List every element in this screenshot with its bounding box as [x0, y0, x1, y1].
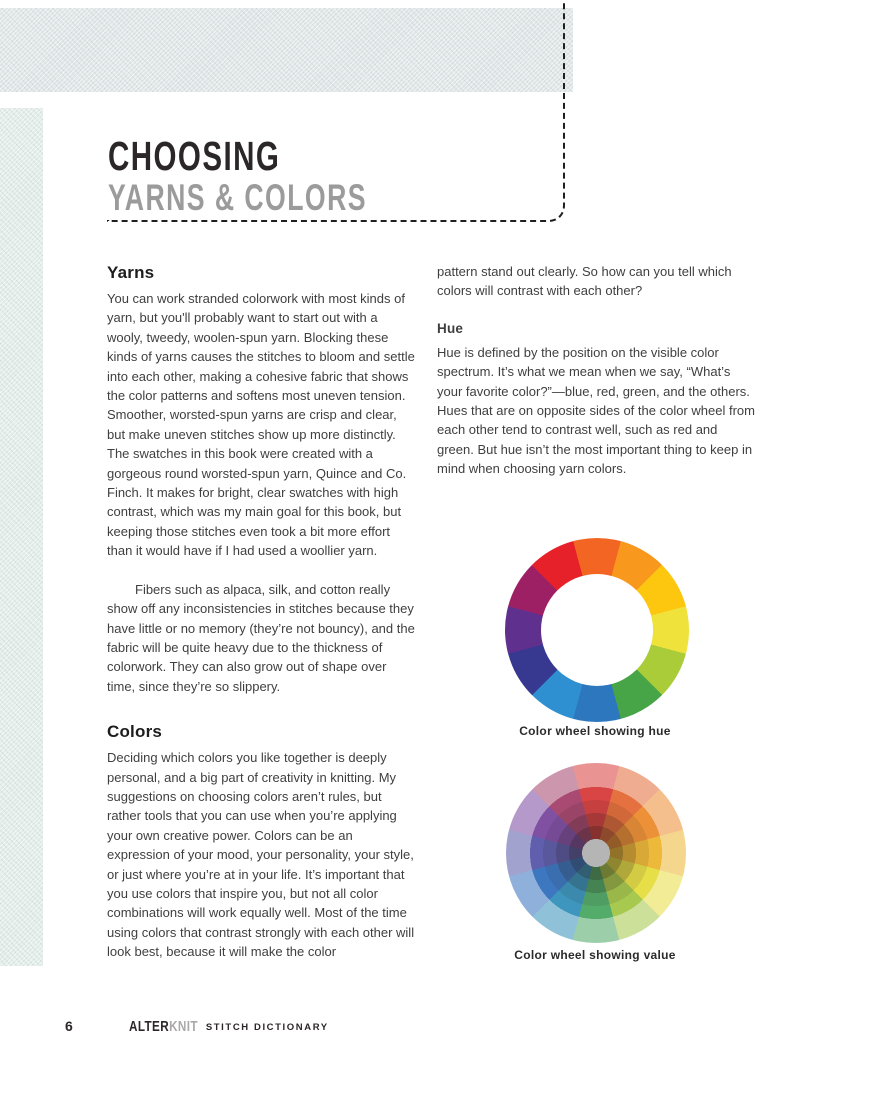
page-number: 6 [65, 1018, 73, 1034]
hue-wheel-caption: Color wheel showing hue [519, 724, 671, 738]
colors-heading: Colors [107, 722, 163, 742]
hue-wheel-center-hole [541, 574, 653, 686]
chapter-title-line2: YARNS & COLORS [108, 177, 367, 218]
chapter-title-line1: CHOOSING [108, 133, 281, 179]
colors-paragraph-continuation: pattern stand out clearly. So how can you tell which colors will contrast with each other? [437, 264, 732, 299]
colors-paragraph-1: Deciding which colors you like together is deeply personal, and a big part of creativity in knitting. My suggestions on choosing colors aren’t rules, but rather tools that you can use when you’re applying your own creative power. Colors can be an expression of your mood, your personality, your style, or just where you’re at in your life. It’s important that you use colors that inspire you, but not all color combinations will work equally well. Most of the time using colors that contrast strongly with each other will look best, because it will make the color [107, 750, 415, 960]
right-text-column [437, 262, 755, 479]
left-text-column [107, 262, 417, 962]
value-color-wheel-figure [506, 763, 686, 943]
yarns-paragraph-1: You can work stranded colorwork with most kinds of yarn, but you'll probably want to start out with a wooly, tweedy, woolen-spun yarn. Blocking these kinds of yarns causes the stitches to bloom and settle into each other, making a cohesive fabric that shows the color patterns and softens most uneven tension. Smoother, worsted-spun yarns are crisp and clear, but make uneven stitches show up more distinctly. The swatches in this book were created with a gorgeous round worsted-spun yarn, Quince and Co. Finch. It makes for bright, clear swatches with high contrast, which was my main goal for this book, but keeping those stitches even took a bit more effort than it would have if I had used a woollier yarn. [107, 291, 415, 559]
yarns-heading: Yarns [107, 263, 155, 282]
yarns-paragraph-2: Fibers such as alpaca, silk, and cotton really show off any inconsistencies in stitches because they have little or no memory (they’re not bouncy), and the fabric will be quite heavy due to the thickness of colorwork. They can also grow out of shape over time, since they’re so slippery. [107, 581, 415, 694]
hue-color-wheel-figure [505, 538, 689, 722]
chapter-title [108, 134, 468, 218]
brand-logo [129, 1018, 198, 1035]
hue-heading: Hue [437, 320, 464, 336]
fabric-texture-left-strip [0, 108, 43, 966]
brand-logo-alter: ALTER [129, 1018, 170, 1035]
brand-logo-knit: KNIT [169, 1018, 198, 1035]
book-brand [129, 1018, 329, 1036]
value-wheel-caption: Color wheel showing value [514, 948, 676, 962]
hue-paragraph-1: Hue is defined by the position on the visible color spectrum. It’s what we mean when we say, “What’s your favorite color?”—blue, red, green, and the others. Hues that are on opposite sides of the color wheel from each other tend to contrast well, such as red and green. But hue isn’t the most important thing to keep in mind when choosing yarn colors. [437, 344, 755, 477]
brand-suffix: STITCH DICTIONARY [205, 1022, 329, 1033]
